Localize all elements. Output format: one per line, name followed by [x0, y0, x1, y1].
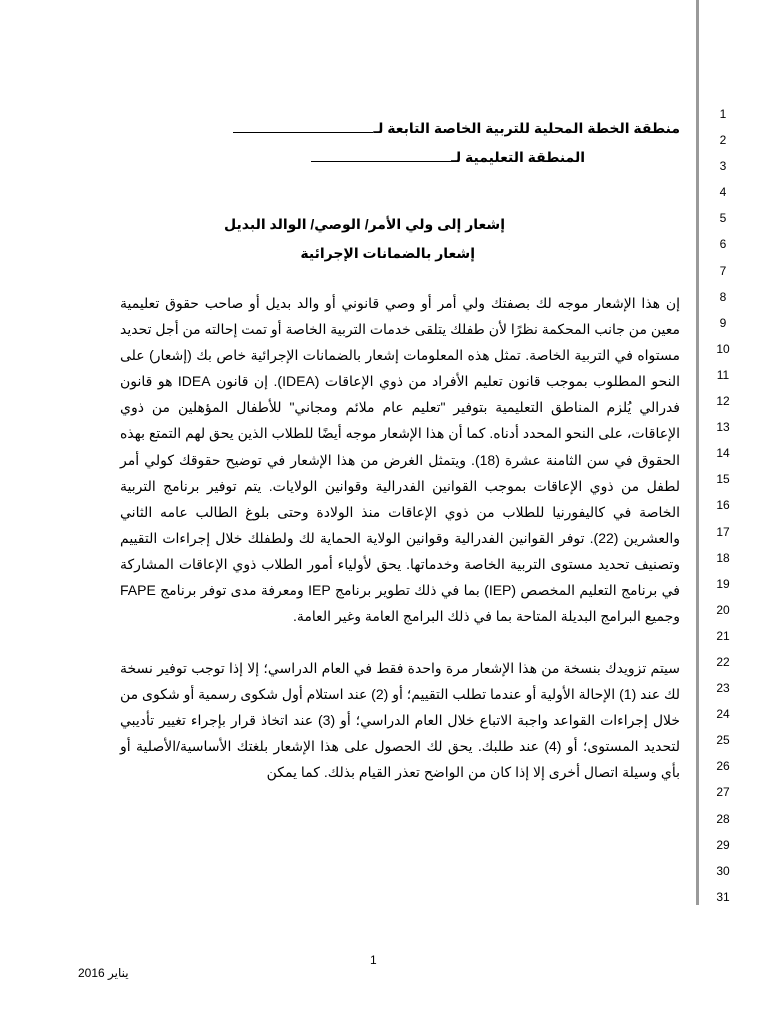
line-number: 25	[716, 733, 730, 748]
line-number: 27	[716, 785, 730, 800]
header-line-1-text: منطقة الخطة المحلية للتربية الخاصة التابعة لـ	[373, 120, 680, 136]
line-number: 3	[719, 159, 727, 174]
line-number: 29	[716, 837, 730, 852]
line-number: 12	[716, 394, 730, 409]
line-number: 28	[716, 811, 730, 826]
notice-subtitle: إشعار بالضمانات الإجرائية	[300, 245, 475, 261]
margin-rule	[696, 0, 699, 905]
line-number: 26	[716, 759, 730, 774]
line-number: 13	[716, 420, 730, 435]
line-number: 31	[716, 889, 730, 904]
line-number: 23	[716, 681, 730, 696]
line-number: 8	[719, 289, 727, 304]
line-number: 6	[719, 237, 727, 252]
line-number: 16	[716, 498, 730, 513]
line-number: 17	[716, 524, 730, 539]
notice-title: إشعار إلى ولي الأمر/ الوصي/ الوالد البديل	[224, 216, 505, 232]
line-number: 9	[719, 315, 727, 330]
line-number: 1	[719, 107, 727, 121]
header-line-1	[120, 114, 680, 143]
paragraph-1: إن هذا الإشعار موجه لك بصفتك ولي أمر أو وصي قانوني أو والد بديل أو صاحب حقوق تعليمية معين من جانب المحكمة نظرًا لأن طفلك يتلقى خدمات التربية الخاصة أو تمت إحالته من أجل تحديد مستواه في التربية الخاصة. تمثل هذه المعلومات إشعار بالضمانات الإجرائية خاص بك (إشعار) على النحو المطلوب بموجب قانون تعليم الأفراد من ذوي الإعاقات (IDEA). إن قانون IDEA هو قانون فدرالي يُلزم المناطق التعليمية بتوفير "تعليم عام ملائم ومجاني" للأطفال المؤهلين من ذوي الإعاقات، على النحو المحدد أدناه. كما أن هذا الإشعار موجه أيضًا للطلاب الذين يحق لهم التمتع بهذه الحقوق في سن الثامنة عشرة (18). ويتمثل الغرض من هذا الإشعار في توضيح حقوقك كولي أمر لطفل من ذوي الإعاقات بموجب القوانين الفدرالية وقوانين الولايات. يتم توفير برنامج التربية الخاصة في كاليفورنيا للطلاب من ذوي الإعاقات منذ الولادة وحتى بلوغ الطالب عامه الثاني والعشرين (22). توفر القوانين الفدرالية وقوانين الولاية الحماية لك ولطفلك خلال إجراءات التقييم وتصنيف تحديد مستوى التربية الخاصة وخدماتها. يحق لأولياء أمور الطلاب ذوي الإعاقات المشاركة في برنامج التعليم المخصص (IEP) بما في ذلك تطوير برنامج IEP ومعرفة مدى توفر برنامج FAPE وجميع البرامج البديلة المتاحة بما في ذلك البرامج العامة وغير العامة.	[120, 295, 681, 625]
line-number: 30	[716, 863, 730, 878]
line-number: 10	[716, 341, 730, 356]
header-line-2	[120, 143, 680, 172]
line-number: 5	[719, 211, 727, 226]
footer-date: يناير 2016	[78, 966, 129, 980]
line-number: 20	[716, 602, 730, 617]
header-line-2-text: المنطقة التعليمية لـ	[451, 149, 585, 165]
line-number: 11	[716, 367, 730, 382]
line-numbers	[708, 108, 738, 917]
line-number: 15	[716, 472, 730, 487]
document-titles	[120, 210, 680, 268]
document-header	[120, 114, 680, 172]
line-number: 18	[716, 550, 730, 565]
line-number: 2	[719, 133, 727, 148]
page-number: 1	[370, 953, 377, 967]
line-number: 21	[716, 628, 730, 643]
header-blank-1	[233, 120, 373, 133]
line-number: 22	[716, 654, 730, 669]
paragraph-2: سيتم تزويدك بنسخة من هذا الإشعار مرة واحدة فقط في العام الدراسي؛ إلا إذا توجب توفير نسخة لك عند (1) الإحالة الأولية أو عندما تطلب التقييم؛ أو (2) عند استلام أول شكوى رسمية أو شكوى من خلال إجراءات القواعد واجبة الاتباع خلال العام الدراسي؛ أو (3) عند اتخاذ قرار بإجراء تغيير تأديبي لتحديد المستوى؛ أو (4) عند طلبك. يحق لك الحصول على هذا الإشعار بلغتك الأساسية/الأصلية أو بأي وسيلة اتصال أخرى إلا إذا كان من الواضح تعذر القيام بذلك. كما يمكن	[120, 660, 681, 781]
header-blank-2	[311, 149, 451, 162]
line-number: 7	[719, 263, 727, 278]
line-number: 19	[716, 576, 730, 591]
line-number: 4	[719, 185, 727, 200]
line-number: 24	[716, 707, 730, 722]
line-number: 14	[716, 446, 730, 461]
